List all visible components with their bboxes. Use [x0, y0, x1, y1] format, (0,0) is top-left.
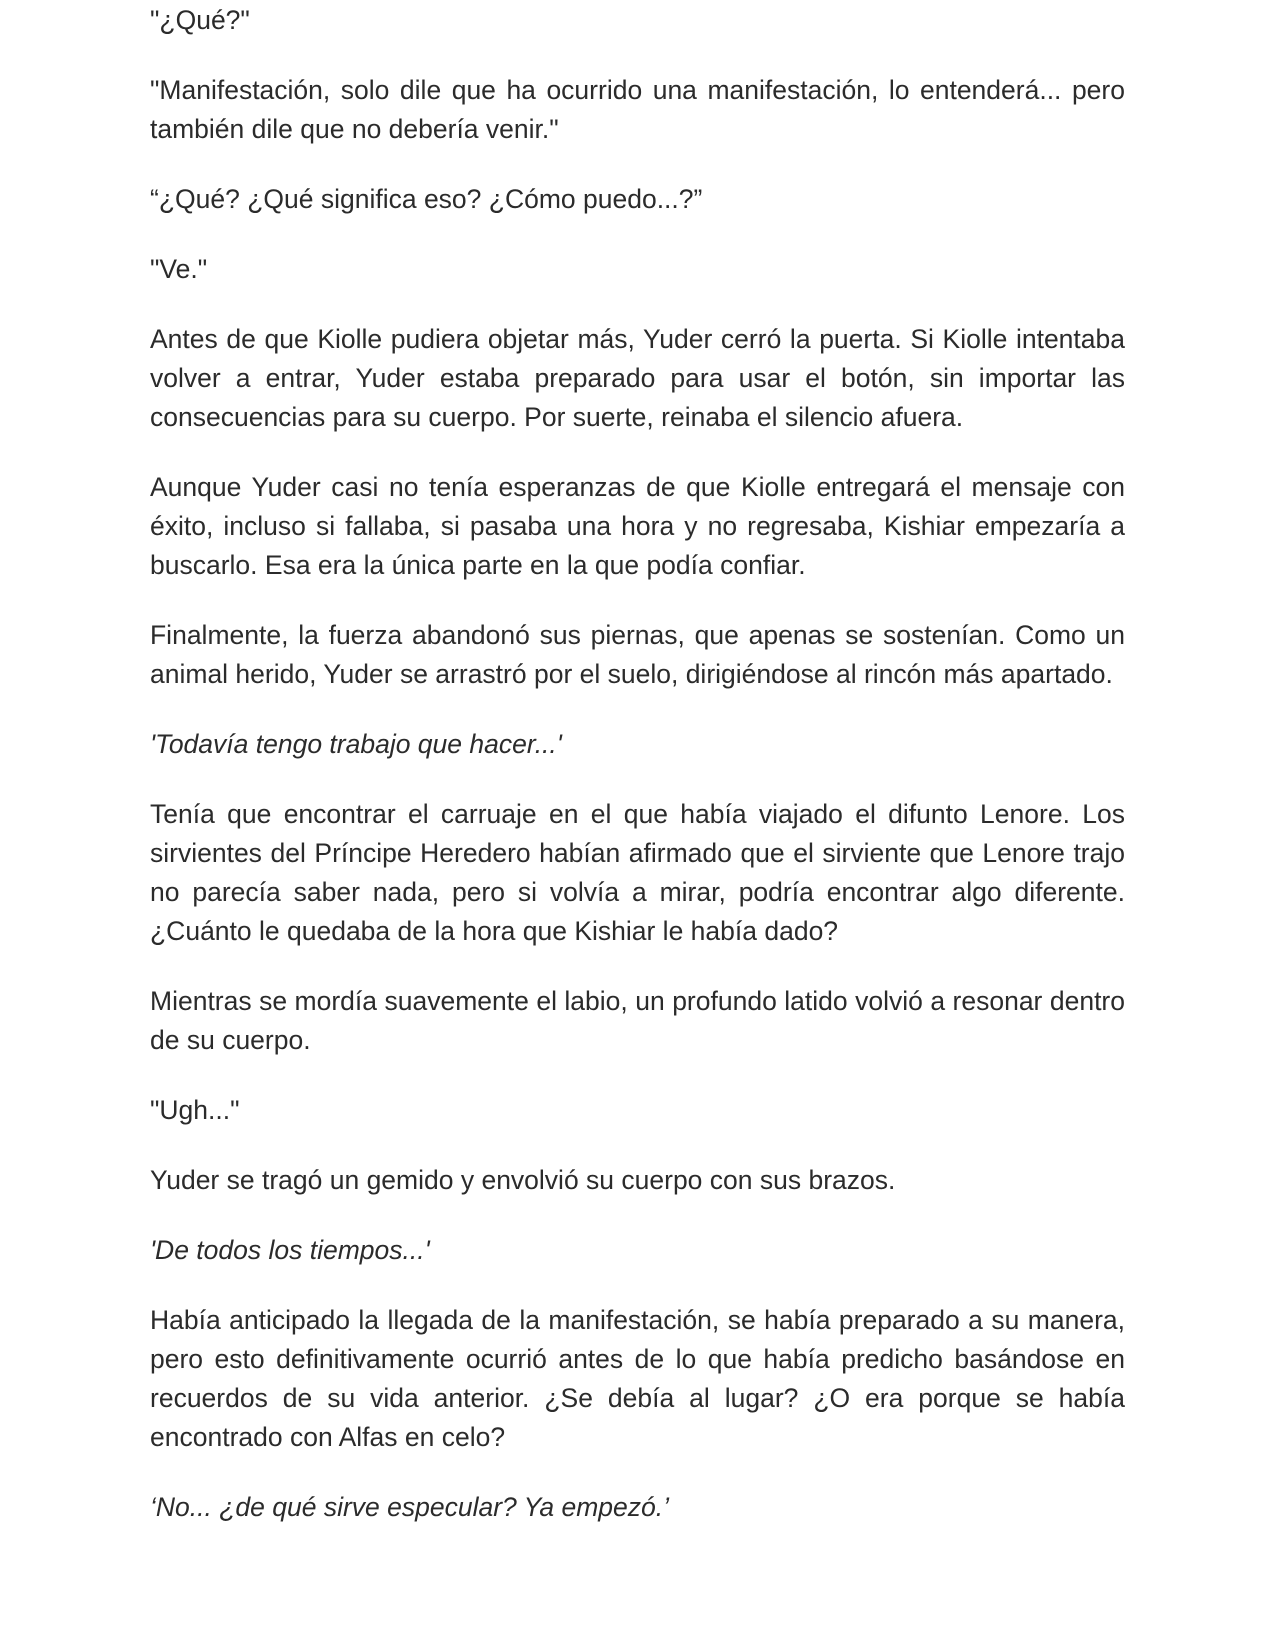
dialogue-paragraph: “¿Qué? ¿Qué significa eso? ¿Cómo puedo...?”	[150, 184, 703, 214]
thought-paragraph: 'De todos los tiempos...'	[150, 1235, 430, 1265]
narrative-paragraph: Yuder se tragó un gemido y envolvió su cuerpo con sus brazos.	[150, 1165, 896, 1195]
narrative-paragraph: Tenía que encontrar el carruaje en el que había viajado el difunto Lenore. Los sirvientes del Príncipe Heredero habían afirmado que el sirviente que Lenore trajo no parecía saber nada, pero si volvía a mirar, podría encontrar algo diferente. ¿Cuánto le quedaba de la hora que Kishiar le había dado?	[150, 799, 1125, 946]
narrative-paragraph: Mientras se mordía suavemente el labio, un profundo latido volvió a resonar dentro de su cuerpo.	[150, 986, 1125, 1055]
dialogue-paragraph: "Manifestación, solo dile que ha ocurrido una manifestación, lo entenderá... pero también dile que no debería venir."	[150, 75, 1125, 144]
dialogue-paragraph: "Ve."	[150, 254, 208, 284]
narrative-paragraph: Había anticipado la llegada de la manifestación, se había preparado a su manera, pero esto definitivamente ocurrió antes de lo que había predicho basándose en recuerdos de su vida anterior. ¿Se debía al lugar? ¿O era porque se había encontrado con Alfas en celo?	[150, 1305, 1125, 1452]
document-page	[150, 0, 1125, 1558]
narrative-paragraph: Aunque Yuder casi no tenía esperanzas de que Kiolle entregará el mensaje con éxito, incluso si fallaba, si pasaba una hora y no regresaba, Kishiar empezaría a buscarlo. Esa era la única parte en la que podía confiar.	[150, 472, 1125, 580]
thought-paragraph: ‘No... ¿de qué sirve especular? Ya empezó.’	[150, 1492, 669, 1522]
dialogue-paragraph: "¿Qué?"	[150, 5, 250, 35]
narrative-paragraph: Finalmente, la fuerza abandonó sus piernas, que apenas se sostenían. Como un animal herido, Yuder se arrastró por el suelo, dirigiéndose al rincón más apartado.	[150, 620, 1125, 689]
thought-paragraph: 'Todavía tengo trabajo que hacer...'	[150, 729, 562, 759]
dialogue-paragraph: "Ugh..."	[150, 1095, 240, 1125]
narrative-paragraph: Antes de que Kiolle pudiera objetar más, Yuder cerró la puerta. Si Kiolle intentaba volver a entrar, Yuder estaba preparado para usar el botón, sin importar las consecuencias para su cuerpo. Por suerte, reinaba el silencio afuera.	[150, 324, 1125, 432]
